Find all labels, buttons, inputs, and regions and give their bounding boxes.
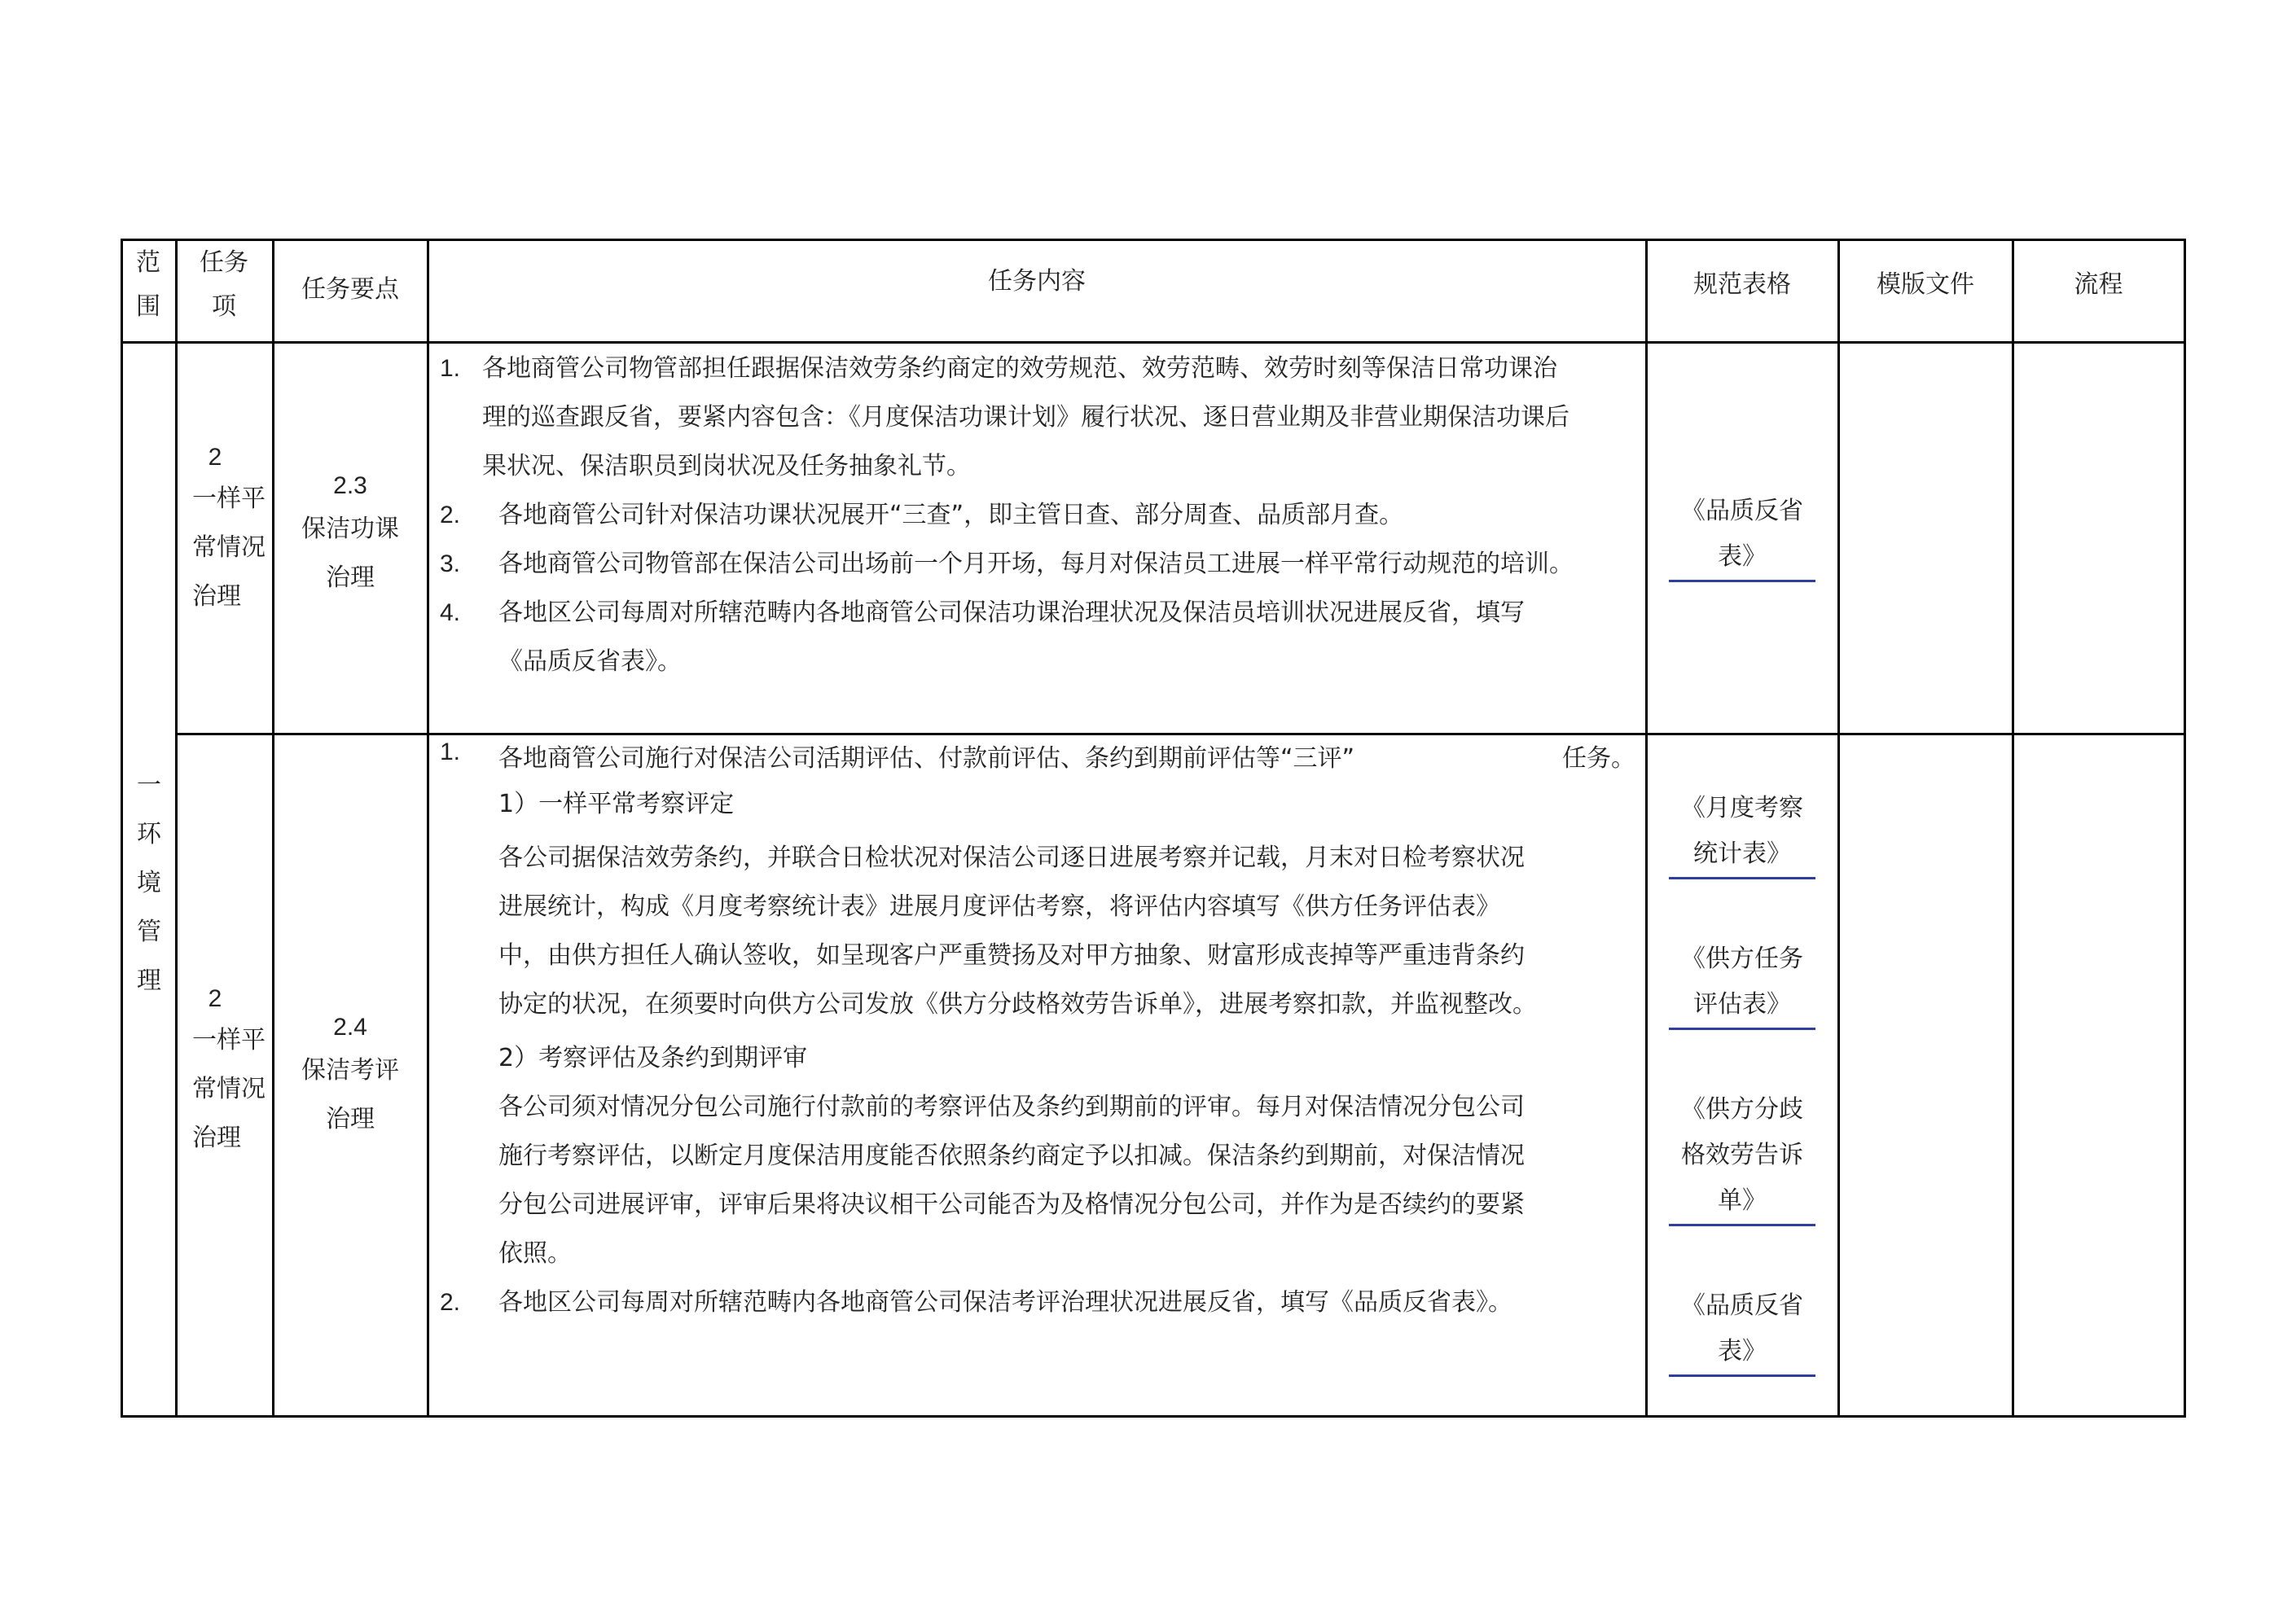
form-link-quality-check[interactable]: 《品质反省表》 xyxy=(1669,489,1815,582)
col-border-3 xyxy=(427,239,429,1418)
row1-content-item-4: 4. 各地区公司每周对所辖范畴内各地商管公司保洁功课治理状况及保洁员培训状况进展反省，填写《品质反省表》。 xyxy=(440,598,1525,676)
col-border-2 xyxy=(272,239,274,1418)
table-top-border xyxy=(121,239,2186,241)
row1-content-item-1: 1. 各地商管公司物管部担任跟据保洁效劳条约商定的效劳规范、效劳范畴、效劳时刻等保洁日常功课治理的巡查跟反省，要紧内容包含：《月度保洁功课计划》履行状况、逐日营业期及非营业期保洁功课后果状况、保洁职员到岗状况及任务抽象礼节。 xyxy=(440,354,1569,480)
header-task-item: 任务项 xyxy=(200,248,248,321)
row1-task-item: 2 一样平常情况治理 xyxy=(192,444,266,611)
col-border-0 xyxy=(121,239,123,1418)
row1-task-content xyxy=(440,344,1629,686)
header-task-point: 任务要点 xyxy=(301,275,399,304)
row2-task-content xyxy=(440,734,1637,1327)
header-scope: 范围 xyxy=(136,248,160,321)
form-link-monthly-stats[interactable]: 《月度考察统计表》 xyxy=(1669,786,1815,879)
col-border-4 xyxy=(1645,239,1648,1418)
row2-sub2-text: 各公司须对情况分包公司施行付款前的考察评估及条约到期前的评审。每月对保洁情况分包公司施行考察评估，以断定月度保洁用度能否依照条约商定予以扣减。保洁条约到期前，对保洁情况分包公司进展评审，评审后果将决议相干公司能否为及格情况分包公司，并作为是否续约的要紧依照。 xyxy=(498,1093,1525,1268)
row2-forms xyxy=(1648,786,1836,1377)
row2-content-intro: 1. 各地商管公司施行对保洁公司活期评估、付款前评估、条约到期前评估等“三评” 任务。 xyxy=(440,739,1635,773)
header-bottom-border xyxy=(121,341,2186,344)
row2-task-item: 2 一样平常情况治理 xyxy=(192,985,266,1152)
row2-sub1-text: 各公司据保洁效劳条约，并联合日检状况对保洁公司逐日进展考察并记载，月末对日检考察状况进展统计，构成《月度考察统计表》进展月度评估考察，将评估内容填写《供方任务评估表》中，由供方担任人确认签收，如呈现客户严重赞扬及对甲方抽象、财富形成丧掉等严重违背条约协定的状况，在须要时向供方公司发放《供方分歧格效劳告诉单》，进展考察扣款，并监视整改。 xyxy=(498,844,1537,1019)
row1-content-item-2: 2. 各地商管公司针对保洁功课状况展开“三查”，即主管日查、部分周查、品质部月查。 xyxy=(440,501,1404,529)
header-forms: 规范表格 xyxy=(1693,270,1791,299)
row2-sub2-title: 2）考察评估及条约到期评审 xyxy=(498,1044,808,1072)
table-bottom-border xyxy=(121,1415,2186,1418)
header-process: 流程 xyxy=(2074,270,2123,299)
row1-task-point: 2.3 保洁功课治理 xyxy=(301,472,399,592)
row2-content-item-2: 2. 各地区公司每周对所辖范畴内各地商管公司保洁考评治理状况进展反省，填写《品质反省表》。 xyxy=(440,1288,1512,1317)
scope-label: 一环境管理 xyxy=(137,771,161,995)
header-task-content: 任务内容 xyxy=(988,267,1086,296)
col-border-7 xyxy=(2184,239,2186,1418)
col-border-5 xyxy=(1837,239,1840,1418)
col-border-1 xyxy=(175,239,178,1418)
row2-task-point: 2.4 保洁考评治理 xyxy=(301,1014,399,1133)
form-link-quality-check-2[interactable]: 《品质反省表》 xyxy=(1669,1283,1815,1377)
header-templates: 模版文件 xyxy=(1877,270,1974,299)
form-link-supplier-eval[interactable]: 《供方任务评估表》 xyxy=(1669,936,1815,1030)
row1-forms xyxy=(1648,489,1836,582)
col-border-6 xyxy=(2012,239,2014,1418)
row2-sub1-title: 1）一样平常考察评定 xyxy=(498,790,735,818)
row1-content-item-3: 3. 各地商管公司物管部在保洁公司出场前一个月开场，每月对保洁员工进展一样平常行动规范的培训。 xyxy=(440,550,1574,578)
form-link-nonconformity-notice[interactable]: 《供方分歧格效劳告诉单》 xyxy=(1669,1087,1815,1226)
